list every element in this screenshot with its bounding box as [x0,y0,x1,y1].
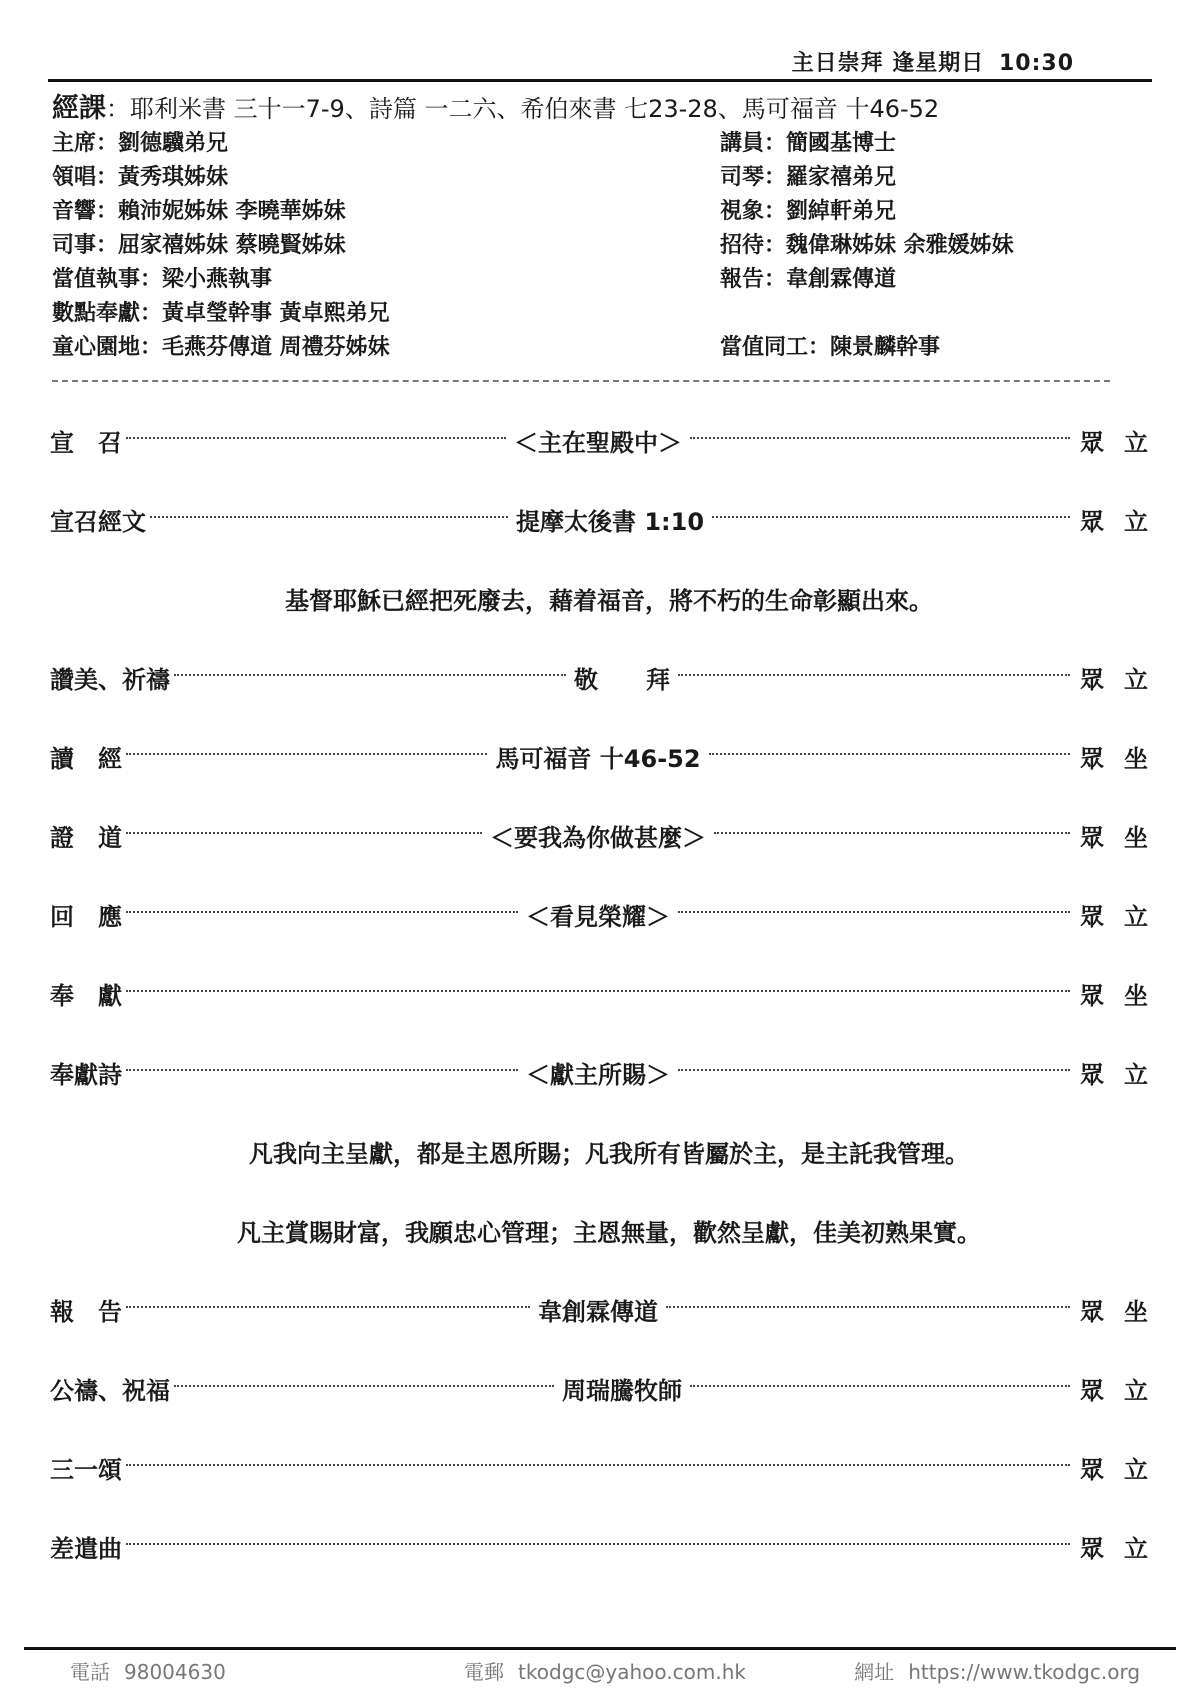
role-right: 招待：魏偉琳姊妹 余雅媛姊妹 [720,233,1014,258]
order-item-posture: 眾坐 [1080,982,1168,1010]
dot-leader [712,502,1070,518]
dot-leader [126,818,482,834]
order-item-posture: 眾坐 [1080,1298,1168,1326]
lessons-label: 經課 [52,93,106,124]
order-item [50,1529,1168,1608]
role-right: 當值同工：陳景麟幹事 [720,335,941,360]
order-item-content: ＜要我為你做甚麼＞ [490,824,706,852]
role-left: 數點奉獻：黃卓瑩幹事 黃卓熙弟兄 [52,301,390,326]
order-item [50,423,1168,502]
order-item-content: ＜獻主所賜＞ [526,1061,670,1089]
dot-leader [678,897,1070,913]
order-item-label: 讚美、祈禱 [50,666,170,694]
email-label: 電郵 [464,1660,505,1684]
phone-value: 98004630 [124,1660,226,1684]
order-item [50,897,1168,976]
order-item-label: 差遣曲 [50,1535,122,1563]
order-item-posture: 眾立 [1080,1061,1168,1089]
dot-leader [678,660,1070,676]
order-item-posture: 眾坐 [1080,824,1168,852]
service-day: 逢星期日 [892,51,985,76]
order-item-posture: 眾立 [1080,1535,1168,1563]
scripture-verse: 基督耶穌已經把死廢去，藉着福音，將不朽的生命彰顯出來。 [285,587,933,615]
order-item-label: 報 告 [50,1298,122,1326]
order-item-label: 讀 經 [50,745,122,773]
order-item-label: 三一頌 [50,1456,122,1484]
order-item-posture: 眾立 [1080,429,1168,457]
order-item [50,660,1168,739]
order-item [50,1371,1168,1450]
dot-leader [709,739,1070,755]
dot-leader [690,1371,1070,1387]
order-item [50,739,1168,818]
order-item-content: ＜主在聖殿中＞ [514,429,682,457]
role-row [52,126,1112,160]
dot-leader [678,1055,1070,1071]
footer [70,1656,1140,1685]
role-left: 當值執事：梁小燕執事 [52,267,273,292]
role-row [52,330,1112,364]
order-item-posture: 眾立 [1080,1456,1168,1484]
dot-leader [126,976,1070,992]
order-item-posture: 眾立 [1080,903,1168,931]
order-item [50,502,1168,581]
website-label: 網址 [854,1660,895,1684]
dot-leader [714,818,1070,834]
lessons-text: ：耶利米書 三十一7-9、詩篇 一二六、希伯來書 七23-28、馬可福音 十46-52 [106,95,940,123]
dot-leader [150,502,508,518]
role-right: 司琴：羅家禧弟兄 [720,165,897,190]
dot-leader [126,897,518,913]
service-header [792,46,1074,77]
order-item-label: 公禱、祝福 [50,1377,170,1405]
order-item-content: 韋創霖傳道 [538,1298,658,1326]
role-row [52,160,1112,194]
order-item-posture: 眾坐 [1080,745,1168,773]
role-left: 主席：劉德驥弟兄 [52,131,229,156]
role-row [52,296,1112,330]
footer-email [427,1656,784,1685]
role-right: 講員：簡國基博士 [720,131,897,156]
order-item-label: 證 道 [50,824,122,852]
order-of-worship [50,423,1168,1608]
dot-leader [174,1371,554,1387]
order-item [50,1292,1168,1371]
dot-leader [126,1055,518,1071]
role-row [52,194,1112,228]
order-item-content: 提摩太後書 1:10 [515,508,705,536]
service-name: 主日崇拜 [791,51,884,76]
order-item-label: 宣召經文 [50,508,146,536]
order-item [50,818,1168,897]
order-item-content: ＜看見榮耀＞ [526,903,670,931]
dot-leader [126,1450,1070,1466]
service-roles [52,126,1112,364]
role-left: 音響：賴沛妮姊妹 李曉華姊妹 [52,199,346,224]
order-item-content: 周瑞騰牧師 [562,1377,682,1405]
dot-leader [126,1292,530,1308]
role-right: 報告：韋創霖傳道 [720,267,897,292]
role-right: 視象：劉綽軒弟兄 [720,199,897,224]
email-value: tkodgc@yahoo.com.hk [518,1660,746,1684]
scripture-verse: 凡我向主呈獻，都是主恩所賜；凡我所有皆屬於主，是主託我管理。 [249,1140,969,1168]
order-item [50,976,1168,1055]
dot-leader [666,1292,1070,1308]
dot-leader [126,423,506,439]
scripture-lessons [52,86,939,125]
service-time: 10:30 [998,51,1074,76]
order-item-content: 敬 拜 [574,666,670,694]
role-left: 司事：屈家禧姊妹 蔡曉賢姊妹 [52,233,346,258]
order-item-label: 奉 獻 [50,982,122,1010]
role-row [52,228,1112,262]
dot-leader [126,739,487,755]
header-divider [48,79,1152,82]
website-value: https://www.tkodgc.org [908,1660,1141,1684]
order-item-label: 宣 召 [50,429,122,457]
order-item [50,1055,1168,1134]
order-item-posture: 眾立 [1080,666,1168,694]
footer-website [783,1656,1140,1685]
order-item-posture: 眾立 [1080,508,1168,536]
footer-divider [24,1647,1176,1650]
order-item-content: 馬可福音 十46-52 [495,745,701,773]
order-item-label: 奉獻詩 [50,1061,122,1089]
dot-leader [174,660,566,676]
footer-phone [70,1656,427,1685]
scripture-verse: 凡主賞賜財富，我願忠心管理；主恩無量，歡然呈獻，佳美初熟果實。 [237,1219,981,1247]
dot-leader [126,1529,1070,1545]
role-left: 童心園地：毛燕芬傳道 周禮芬姊妹 [52,335,390,360]
phone-label: 電話 [70,1660,110,1684]
role-row [52,262,1112,296]
order-item-posture: 眾立 [1080,1377,1168,1405]
section-divider [52,380,1110,382]
dot-leader [690,423,1070,439]
order-item-label: 回 應 [50,903,122,931]
role-left: 領唱：黃秀琪姊妹 [52,165,229,190]
order-item [50,1450,1168,1529]
role-right [720,296,1112,330]
